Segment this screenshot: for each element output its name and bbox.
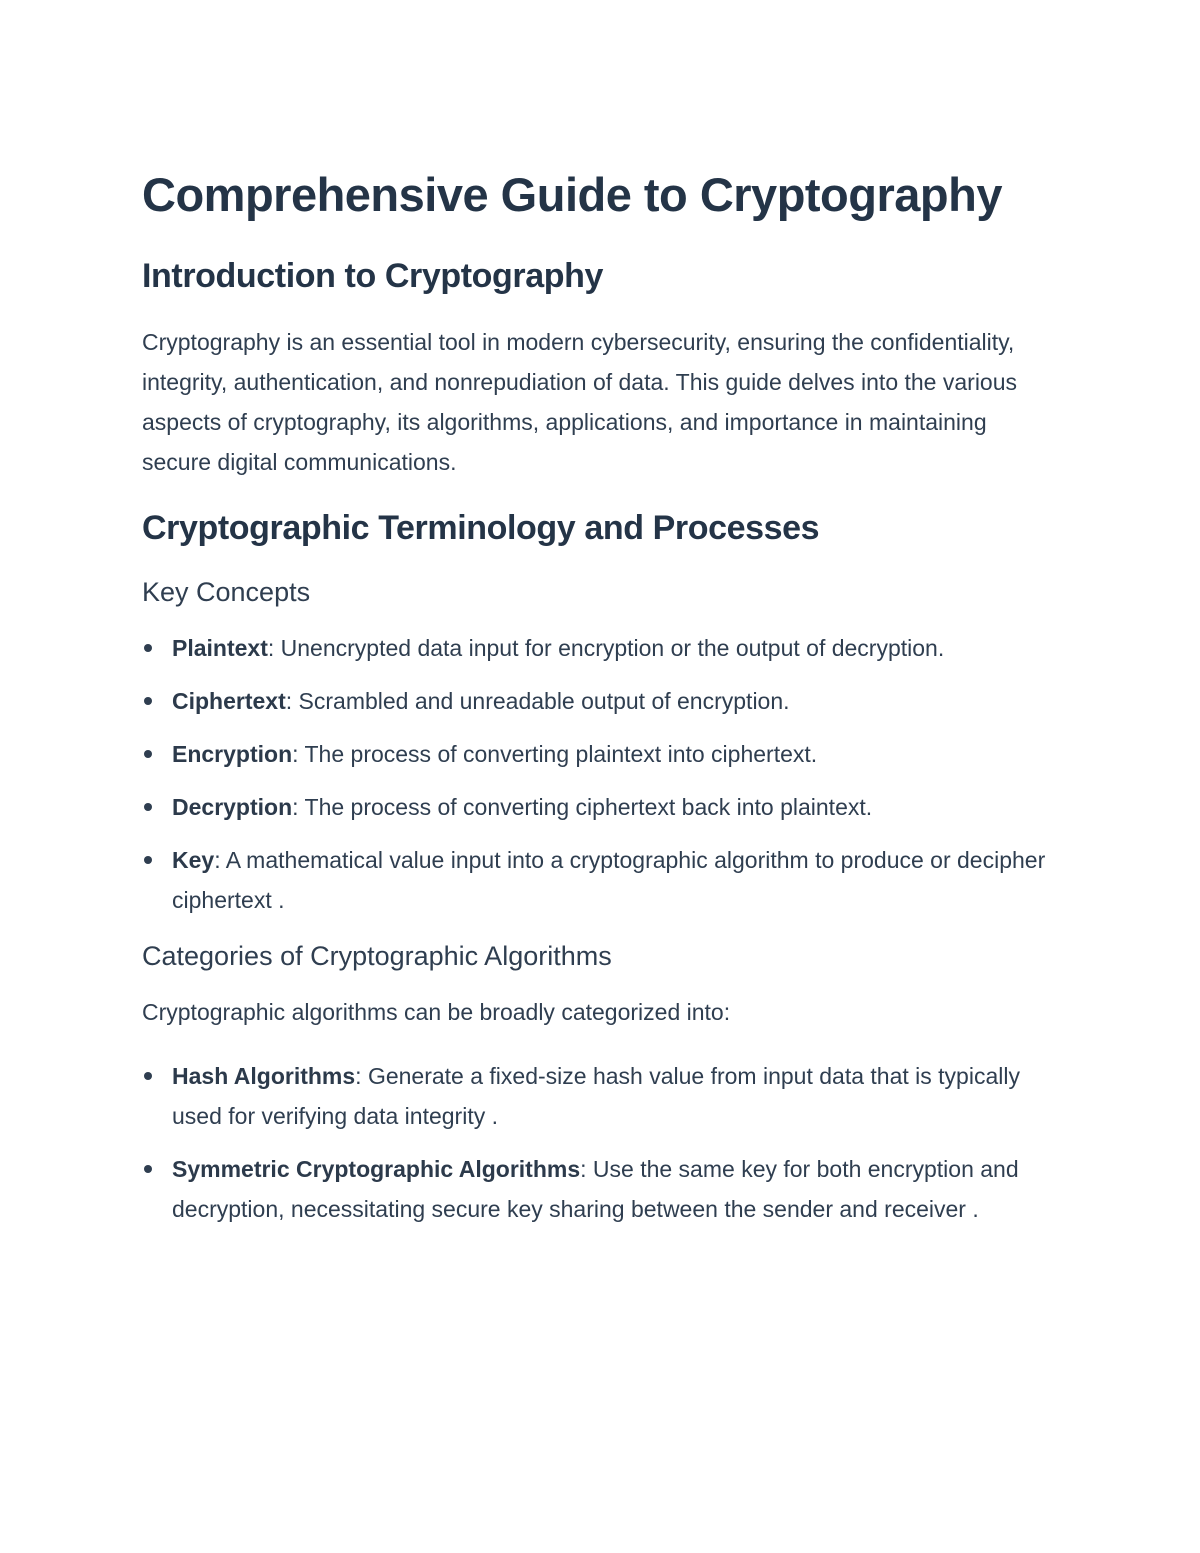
key-concepts-heading: Key Concepts	[142, 577, 311, 607]
term-definition: Scrambled and unreadable output of encryption.	[298, 688, 790, 714]
term-separator: :	[292, 794, 305, 820]
intro-paragraph: Cryptography is an essential tool in modern cybersecurity, ensuring the confidentiality, integrity, authentication, and nonrepudiation of data. This guide delves into the various aspects of cryptography, its algorithms, applications, and importance in maintaining secure digital communications.	[142, 329, 1018, 475]
term-definition: A mathematical value input into a cryptographic algorithm to produce or decipher ciphertext .	[172, 847, 1046, 913]
term-separator: :	[355, 1063, 368, 1089]
bullet-icon	[144, 644, 152, 652]
term-label: Ciphertext	[172, 688, 286, 714]
term-definition: The process of converting ciphertext back into plaintext.	[304, 794, 873, 820]
terminology-section	[142, 506, 1062, 1229]
intro-section	[142, 254, 1062, 482]
categories-list	[142, 1056, 1062, 1229]
intro-heading: Introduction to Cryptography	[142, 257, 603, 295]
list-item	[142, 1056, 1062, 1136]
bullet-icon	[144, 750, 152, 758]
list-item	[142, 840, 1062, 920]
document-title: Comprehensive Guide to Cryptography	[142, 168, 1002, 221]
term-definition: The process of converting plaintext into ciphertext.	[304, 741, 818, 767]
list-item	[142, 1149, 1062, 1229]
term-label: Symmetric Cryptographic Algorithms	[172, 1156, 581, 1182]
term-label: Decryption	[172, 794, 293, 820]
key-concepts-list	[142, 628, 1062, 920]
list-item	[142, 787, 1062, 827]
list-item	[142, 734, 1062, 774]
term-definition: Unencrypted data input for encryption or the output of decryption.	[280, 635, 945, 661]
bullet-icon	[144, 803, 152, 811]
term-definition: Generate a fixed-size hash value from input data that is typically used for verifying data integrity .	[172, 1063, 1020, 1129]
categories-heading: Categories of Cryptographic Algorithms	[142, 941, 612, 971]
term-label: Plaintext	[172, 635, 268, 661]
bullet-icon	[144, 856, 152, 864]
list-item	[142, 681, 1062, 721]
document-page	[142, 166, 1062, 1247]
term-separator: :	[580, 1156, 593, 1182]
list-item	[142, 628, 1062, 668]
term-label: Hash Algorithms	[172, 1063, 356, 1089]
term-separator: :	[267, 635, 281, 661]
bullet-icon	[144, 1165, 152, 1173]
term-separator: :	[285, 688, 299, 714]
terminology-heading: Cryptographic Terminology and Processes	[142, 509, 820, 547]
term-separator: :	[214, 847, 226, 873]
bullet-icon	[144, 697, 152, 705]
term-definition: Use the same key for both encryption and decryption, necessitating secure key sharing between the sender and receiver .	[172, 1156, 1019, 1222]
term-separator: :	[292, 741, 305, 767]
term-label: Encryption	[172, 741, 293, 767]
bullet-icon	[144, 1072, 152, 1080]
categories-intro: Cryptographic algorithms can be broadly categorized into:	[142, 999, 731, 1025]
term-label: Key	[172, 847, 215, 873]
